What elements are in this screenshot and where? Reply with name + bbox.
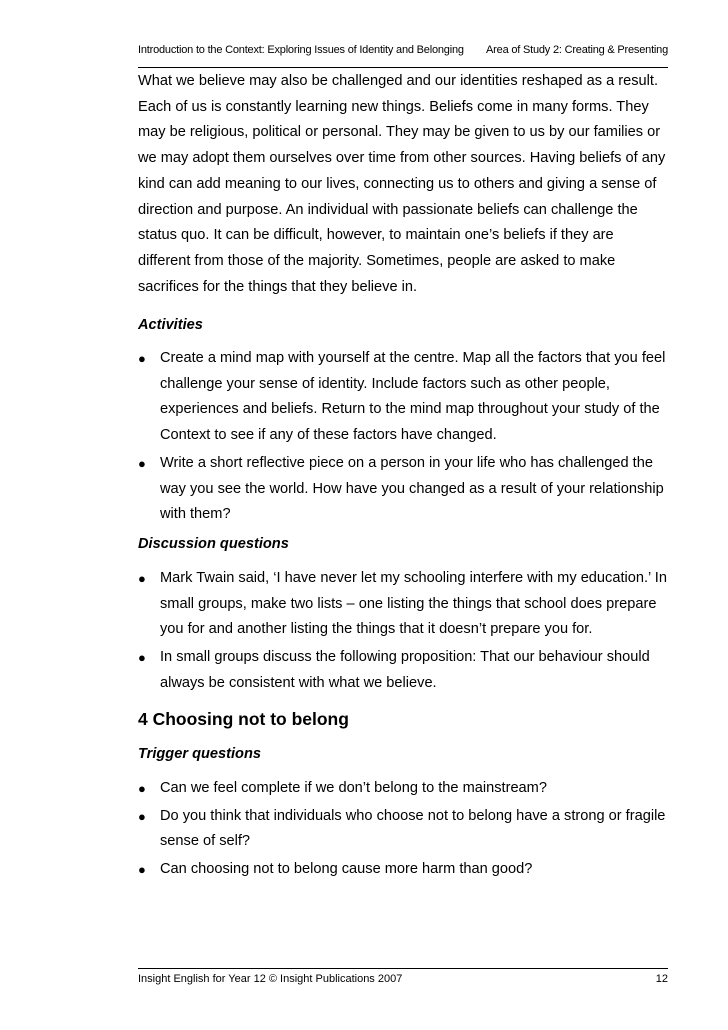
list-item: ● Can we feel complete if we don’t belong to the mainstream? xyxy=(138,776,668,802)
bullet-icon: ● xyxy=(138,455,146,471)
list-item: ● In small groups discuss the following proposition: That our behaviour should always be consistent with what we believe. xyxy=(138,645,668,696)
page-footer xyxy=(138,973,668,985)
trigger-questions-list xyxy=(138,776,668,883)
discussion-list xyxy=(138,566,668,697)
list-item: ● Write a short reflective piece on a person in your life who has challenged the way you see the world. How have you changed as a result of your relationship with them? xyxy=(138,451,668,528)
footer-rule xyxy=(138,968,668,969)
list-item: ● Mark Twain said, ‘I have never let my schooling interfere with my education.’ In small groups, make two lists – one listing the things that school does prepare you for and another listing the things that it doesn’t prepare you for. xyxy=(138,566,668,643)
bullet-icon: ● xyxy=(138,862,146,878)
intro-paragraph: What we believe may also be challenged and our identities reshaped as a result. Each of us is constantly learning new things. Beliefs come in many forms. They may be religious, political or personal. They may be given to us by our families or we may adopt them ourselves over time from other sources. Having beliefs of any kind can add meaning to our lives, connecting us to others and giving a sense of direction and purpose. An individual with passionate beliefs can challenge the status quo. It can be difficult, however, to maintain one’s beliefs if they are different from those of the majority. Sometimes, people are asked to make sacrifices for the things that they believe in. xyxy=(138,73,666,295)
trigger-questions-heading: Trigger questions xyxy=(138,746,261,762)
section-title: 4 Choosing not to belong xyxy=(138,709,349,729)
list-item: ● Do you think that individuals who choose not to belong have a strong or fragile sense of self? xyxy=(138,804,668,855)
bullet-icon: ● xyxy=(138,351,146,366)
bullet-icon: ● xyxy=(138,808,146,824)
page-header xyxy=(138,44,668,56)
header-context-title: Introduction to the Context: Exploring Issues of Identity and Belonging xyxy=(138,44,464,56)
bullet-icon: ● xyxy=(138,650,146,666)
activities-list xyxy=(138,346,668,528)
footer-copyright: Insight English for Year 12 © Insight Publications 2007 xyxy=(138,973,403,985)
list-item: ● Can choosing not to belong cause more harm than good? xyxy=(138,857,668,883)
activities-heading: Activities xyxy=(138,317,203,333)
list-item: ● Create a mind map with yourself at the centre. Map all the factors that you feel challenge your sense of identity. Include factors such as other people, experiences and beliefs. Return to the mind map throughout your study of the Context to see if any of these factors have changed. xyxy=(138,346,668,449)
bullet-icon: ● xyxy=(138,781,146,796)
page-number: 12 xyxy=(655,973,668,985)
discussion-heading: Discussion questions xyxy=(138,536,289,552)
header-area-of-study: Area of Study 2: Creating & Presenting xyxy=(486,44,668,56)
header-rule xyxy=(138,67,668,68)
bullet-icon: ● xyxy=(138,571,146,586)
